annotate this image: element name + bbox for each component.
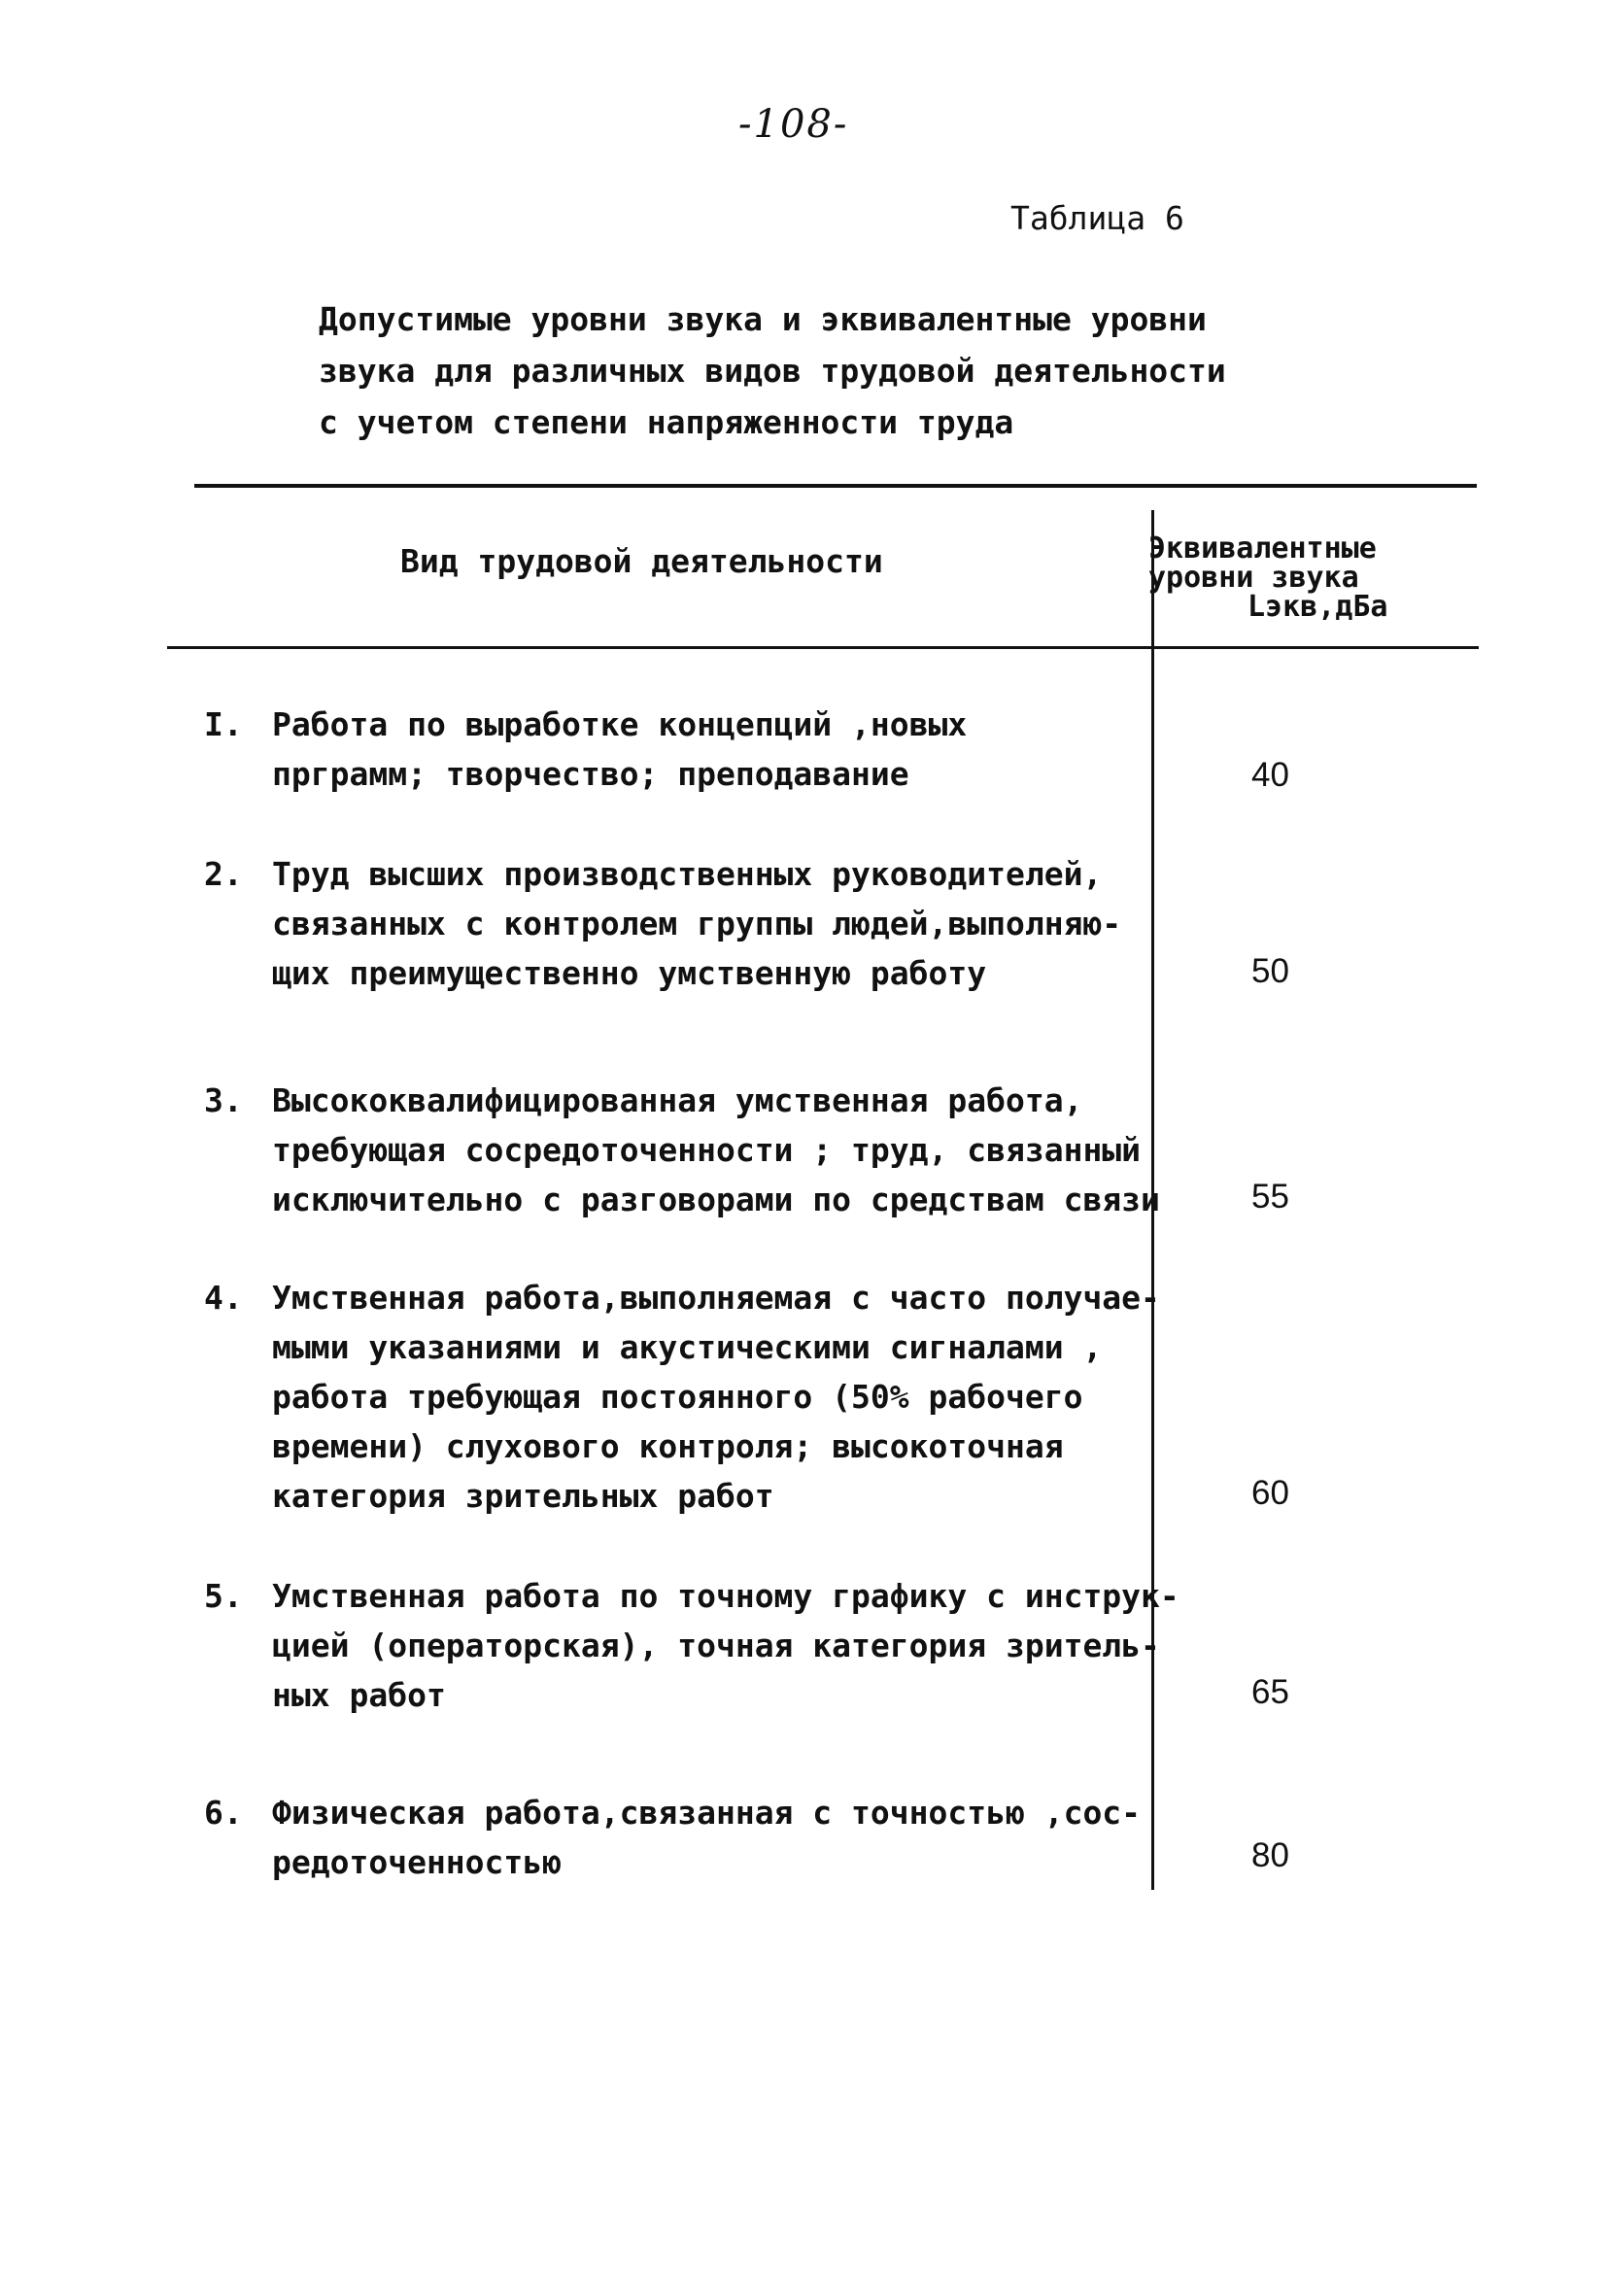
table-row-value: 40 [1251,756,1289,794]
column-header-sound-level-unit: Lэкв,дБа [1247,590,1388,624]
table-row-value: 80 [1251,1836,1289,1874]
table-header-rule [167,646,1479,649]
table-row-activity [204,700,967,799]
row-line: Работа по выработке концепций ,новых [272,705,968,743]
row-line: времени) слухового контроля; высокоточная [272,1427,1064,1465]
row-line: Высококвалифицированная умственная работа, [272,1081,1083,1119]
page-number: -108- [738,102,849,147]
row-number: 3. [204,1081,243,1119]
column-header-sound-level-line: Эквивалентные [1148,531,1377,565]
row-line: мыми указаниями и акустическими сигналами , [272,1328,1103,1366]
row-number: 4. [204,1279,243,1317]
table-row-activity [204,1571,1179,1720]
row-line: Физическая работа,связанная с точностью ,сос- [272,1794,1142,1832]
row-number: 2. [204,855,243,893]
table-row-value: 55 [1251,1178,1289,1216]
row-line: исключительно с разговорами по средствам связи [272,1181,1160,1218]
row-line: щих преимущественно умственную работу [272,954,987,992]
row-line: работа требующая постоянного (50% рабочего [272,1378,1083,1416]
row-line: ных работ [272,1676,446,1714]
row-number: 5. [204,1577,243,1615]
table-caption: Таблица 6 [1010,199,1184,237]
table-row-activity [204,1076,1160,1224]
column-header-sound-level [1148,531,1388,624]
row-number: 6. [204,1794,243,1832]
table-row-activity [204,1788,1141,1887]
table-row-value: 50 [1251,952,1289,990]
row-line: редоточенностью [272,1843,563,1881]
table-row-activity [204,1273,1160,1521]
table-row-value: 65 [1251,1673,1289,1711]
row-line: прграмм; творчество; преподавание [272,755,909,793]
row-line: требующая сосредоточенности ; труд, связанный [272,1131,1142,1169]
table-title-line: с учетом степени напряженности труда [319,403,1014,441]
table-row-value: 60 [1251,1474,1289,1512]
table-title [319,293,1310,448]
row-line: Труд высших производственных руководителей, [272,855,1103,893]
column-header-activity: Вид трудовой деятельности [400,542,883,580]
row-line: категория зрительных работ [272,1477,774,1515]
row-line: Умственная работа,выполняемая с часто получае- [272,1279,1160,1317]
table-title-line: Допустимые уровни звука и эквивалентные уровни [319,300,1207,338]
row-line: связанных с контролем группы людей,выполняю- [272,905,1122,942]
table-title-line: звука для различных видов трудовой деятельности [319,352,1226,390]
column-header-sound-level-line: уровни звука [1148,561,1359,595]
table-top-rule [194,484,1477,488]
row-line: Умственная работа по точному графику с инструк- [272,1577,1179,1615]
row-number: I. [204,705,243,743]
row-line: цией (операторская), точная категория зритель- [272,1627,1160,1664]
table-row-activity [204,849,1121,998]
